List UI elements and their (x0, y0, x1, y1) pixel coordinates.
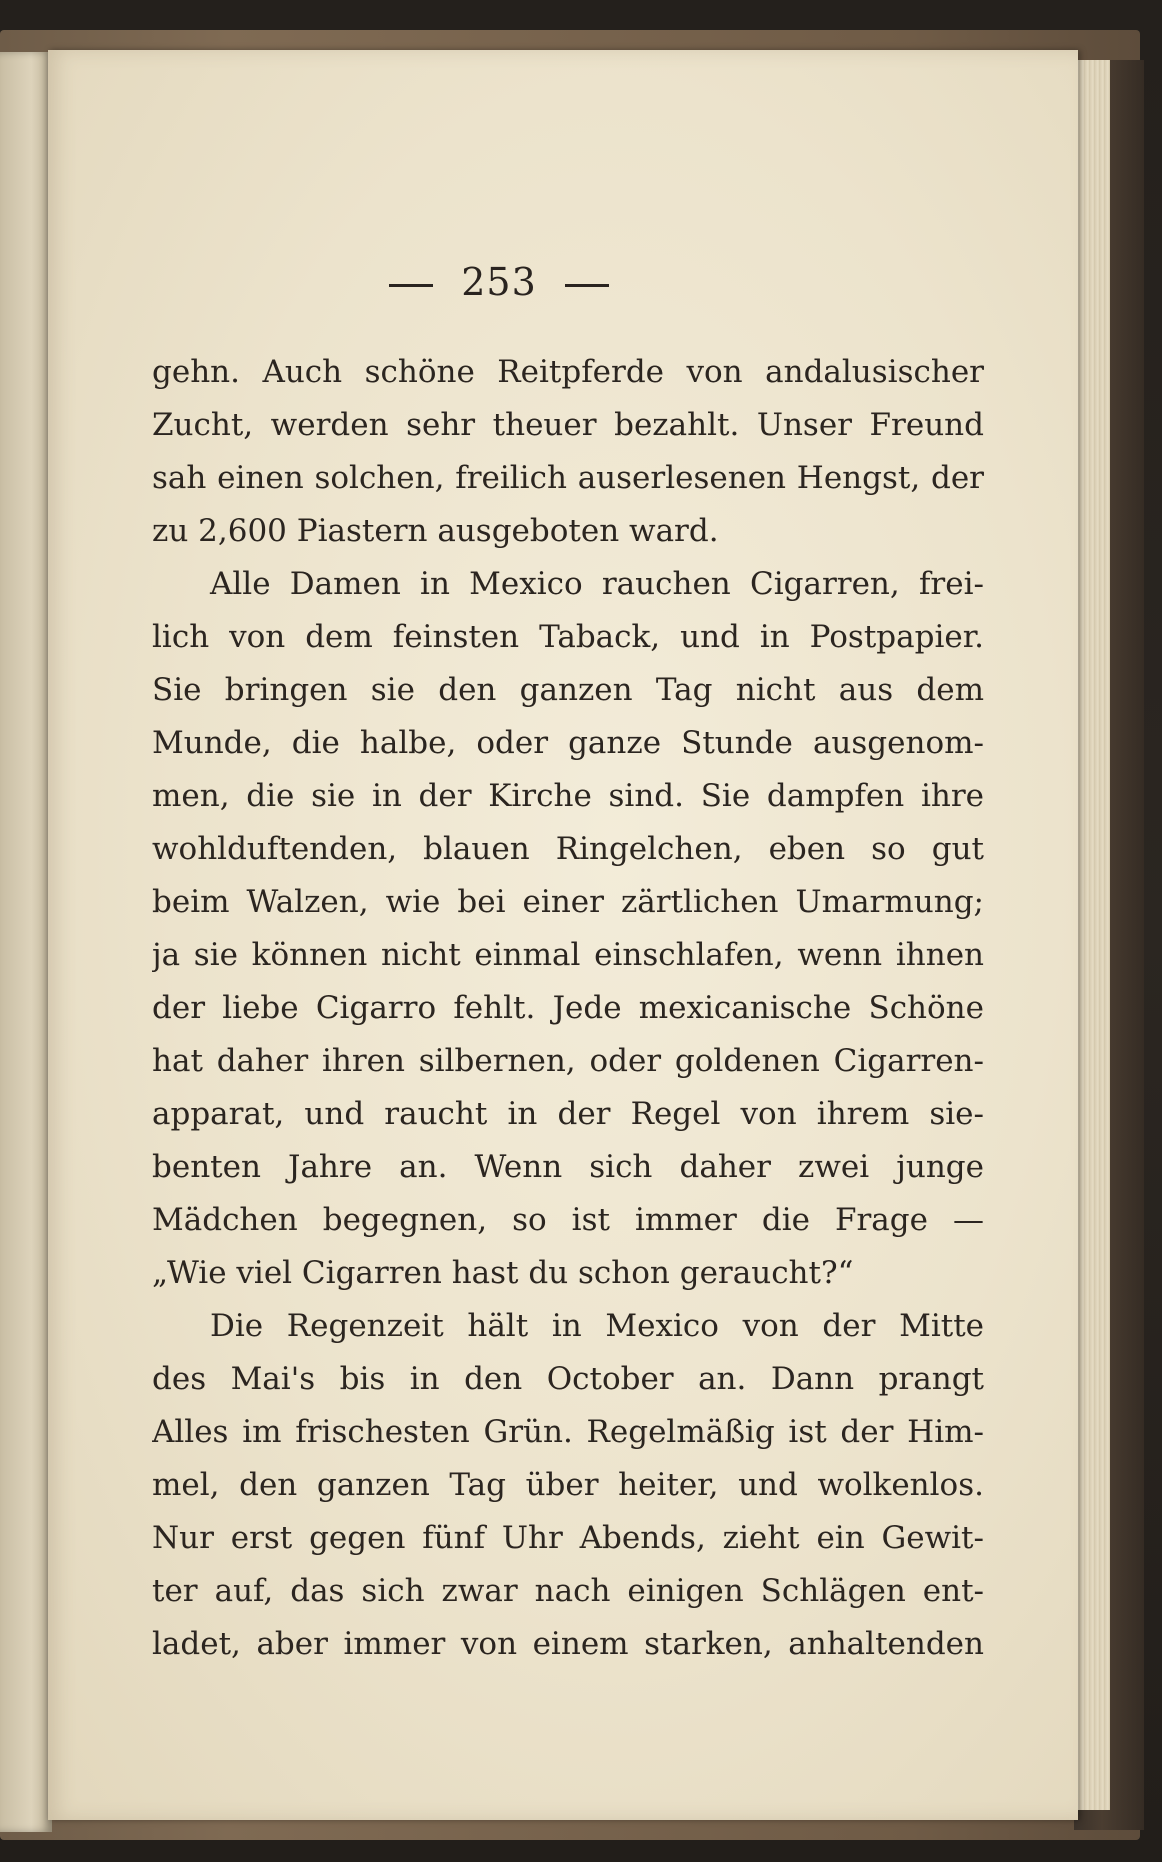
text-line: men, die sie in der Kirche sind. Sie dampfen ihre (152, 778, 984, 814)
text-line: Die Regenzeit hält in Mexico von der Mitte (210, 1308, 984, 1344)
text-line: Sie bringen sie den ganzen Tag nicht aus dem (152, 672, 984, 708)
text-line: beim Walzen, wie bei einer zärtlichen Umarmung; (152, 884, 984, 920)
book-page (48, 50, 1078, 1820)
text-line: der liebe Cigarro fehlt. Jede mexicanische Schöne (152, 990, 984, 1026)
text-line: Nur erst gegen fünf Uhr Abends, zieht ein Gewit- (152, 1520, 984, 1556)
text-line: ja sie können nicht einmal einschlafen, wenn ihnen (152, 937, 984, 973)
page-number-header (0, 260, 1014, 304)
text-line: Zucht, werden sehr theuer bezahlt. Unser Freund (152, 407, 984, 443)
header-dash-right (565, 284, 609, 287)
text-line: Alle Damen in Mexico rauchen Cigarren, frei- (210, 566, 984, 602)
text-line: mel, den ganzen Tag über heiter, und wolkenlos. (152, 1467, 984, 1503)
page-number: 253 (461, 260, 537, 304)
text-line: zu 2,600 Piastern ausgeboten ward. (152, 513, 719, 549)
facing-page-edge (0, 52, 52, 1832)
text-line: benten Jahre an. Wenn sich daher zwei junge (152, 1149, 984, 1185)
text-line: gehn. Auch schöne Reitpferde von andalusischer (152, 354, 984, 390)
body-text (152, 346, 984, 1671)
text-line: Alles im frischesten Grün. Regelmäßig ist der Him- (152, 1414, 984, 1450)
text-line: „Wie viel Cigarren hast du schon geraucht?“ (152, 1255, 854, 1291)
text-line: Munde, die halbe, oder ganze Stunde ausgenom- (152, 725, 984, 761)
text-line: des Mai's bis in den October an. Dann prangt (152, 1361, 984, 1397)
text-line: Mädchen begegnen, so ist immer die Frage — (152, 1202, 984, 1238)
text-line: apparat, und raucht in der Regel von ihrem sie- (152, 1096, 984, 1132)
text-line: sah einen solchen, freilich auserlesenen Hengst, der (152, 460, 984, 496)
text-line: wohlduftenden, blauen Ringelchen, eben so gut (152, 831, 984, 867)
header-dash-left (389, 284, 433, 287)
text-line: ladet, aber immer von einem starken, anhaltenden (152, 1626, 984, 1662)
text-line: lich von dem feinsten Taback, und in Postpapier. (152, 619, 984, 655)
text-line: ter auf, das sich zwar nach einigen Schlägen ent- (152, 1573, 984, 1609)
text-line: hat daher ihren silbernen, oder goldenen Cigarren- (152, 1043, 984, 1079)
